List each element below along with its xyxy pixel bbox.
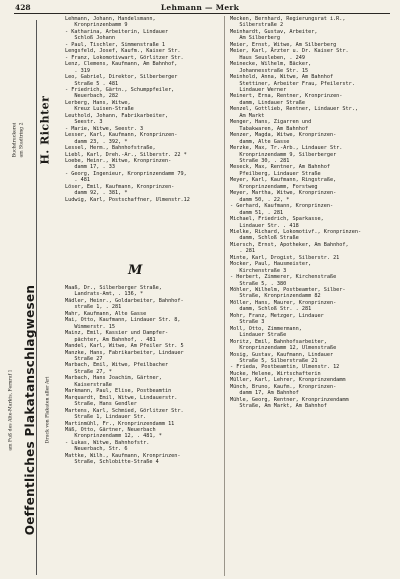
directory-entry-line: Lehmann, Johann, Handelsmann, bbox=[65, 16, 156, 22]
directory-entry-line: Müller, Karl, Lehrer, Kronprinzendamm bbox=[230, 377, 346, 384]
directory-entry-line: damm, Alte Gasse bbox=[230, 138, 290, 145]
ad-printer-line-2: am Stadtring 2 bbox=[19, 122, 25, 158]
right-column bbox=[230, 16, 395, 576]
directory-entry-line: Miersch, Ernst, Apotheker, Am Bahnhof, bbox=[230, 241, 349, 248]
directory-entry-line: Loebe, Heinr., Witwe, Kronprinzen- bbox=[65, 157, 172, 164]
directory-entry-line: Mohr, Franz, Metzger, Lindauer bbox=[230, 312, 324, 319]
directory-entry-line: Möller, Hans, Maurer, Kronprinzen- bbox=[230, 299, 337, 306]
directory-entry-line: Kronprinzendamm 9, Silberberger bbox=[230, 151, 337, 158]
directory-entry-line: Lessel, Herm., Bahnhofstraße, bbox=[65, 145, 156, 152]
directory-entry-line: Mattke, Wilh., Kaufmann, Kronprinzen- bbox=[65, 452, 181, 459]
directory-entry-line: Straße, Kronprinzendamm 82 bbox=[230, 293, 321, 300]
header-rule bbox=[14, 13, 390, 14]
directory-entry-line: Mäß, Otto, Gärtner, Neuerbach bbox=[65, 426, 156, 433]
directory-entry-line: Kronprinzendamm 12, Ulmenstraße bbox=[230, 345, 337, 352]
directory-entry-line: Menger, Hans, Zigarren und bbox=[230, 119, 312, 126]
directory-entry-line: Meseck, Max, Rentner, Am Bahnhof bbox=[230, 164, 330, 171]
directory-entry-line: Lenz, Clemens, Kaufmann, Am Bahnhof, bbox=[65, 61, 178, 68]
directory-entry-line: Straße, Am Markt, Am Bahnhof bbox=[230, 403, 327, 410]
directory-entry-line: Moritz, Emil, Bahnhofsarbeiter, bbox=[230, 338, 327, 345]
directory-entry-line: Meyer, Martha, Witwe, Kronprinzen- bbox=[230, 190, 337, 197]
directory-entry-line: Martens, Karl, Schmied, Görlitzer Str. bbox=[65, 407, 184, 414]
section-letter: M bbox=[128, 263, 143, 278]
directory-entry-line: - Lukas, Witwe, Bahnhofstr. bbox=[65, 439, 150, 446]
directory-entry-line: straße 1, . 281 bbox=[65, 304, 122, 311]
directory-entry-line: Liebl, Karl, Dreh.-Ar., Silberstr. 22 * bbox=[65, 151, 187, 158]
directory-entry-line: Moll, Otto, Zimmermann, bbox=[230, 325, 302, 332]
directory-entry-line: Neuerbach, 282 bbox=[65, 93, 119, 100]
directory-entry-line: Mosig, Gustav, Kaufmann, Lindauer bbox=[230, 351, 334, 358]
directory-entry-line: Meinecke, Wilhelm, Bäcker, bbox=[230, 61, 312, 68]
directory-entry-line: Straße, Hans Gendler bbox=[65, 401, 137, 408]
directory-entry-line: Menzer, Magda, Witwe, Kronprinzen- bbox=[230, 132, 337, 139]
directory-entry-line: Mainz, Emil, Kassier und Dampfer- bbox=[65, 330, 169, 337]
directory-entry-line: Kronprinzenbamm 9 bbox=[65, 22, 128, 29]
directory-entry-line: Seestr. 3 bbox=[65, 119, 103, 126]
directory-entry-line: Kronprinzendamm, Forstweg bbox=[230, 183, 318, 190]
directory-entry-line: damm 92, . 381, * bbox=[65, 190, 128, 197]
directory-entry-line: . 319 bbox=[65, 67, 90, 74]
directory-entry-line: Marbach, Emil, Witwe, Pfeilbacher bbox=[65, 362, 169, 369]
directory-entry-line: Lerberg, Hans, Witwe, bbox=[65, 99, 131, 106]
directory-entry-line: damm, Schloß Str. . 281 bbox=[230, 306, 312, 313]
left-column-upper bbox=[65, 16, 215, 266]
directory-entry-line: pächter, Am Bahnhof, . 481 bbox=[65, 336, 156, 343]
directory-entry-line: Lindauer Werner bbox=[230, 86, 287, 93]
directory-entry-line: Kaiserstraße bbox=[65, 381, 112, 388]
directory-entry-line: - Frieda, Postbeamtin, Ulmenstr. 12 bbox=[230, 364, 340, 371]
directory-entry-line: Maaß, Dr., Silberberger Straße, bbox=[65, 285, 162, 291]
directory-entry-line: Marquardt, Emil, Witwe, Lindauerstr. bbox=[65, 394, 178, 401]
directory-entry-line: Lengsfeld, Josef, Kaufm., Kaiser Str. bbox=[65, 48, 181, 55]
directory-entry-line: Straße 3 bbox=[230, 319, 265, 326]
directory-entry-line: Straße 5 . 481 bbox=[65, 80, 119, 87]
directory-entry-line: Am Silberberg bbox=[230, 35, 280, 42]
directory-entry-line: - Herbert, Zimmerer, Kirchenstraße bbox=[230, 274, 337, 281]
directory-entry-line: - Katharina, Arbeiterin, Lindauer bbox=[65, 28, 169, 35]
directory-entry-line: Mucke, Helene, Wirtschafterin bbox=[230, 370, 321, 377]
page-title: Lehmann — Merk bbox=[160, 3, 240, 12]
directory-entry-line: - Georg, Ingenieur, Kronprinzendamm 79, bbox=[65, 170, 187, 177]
directory-entry-line: Wimmerstr. 15 bbox=[65, 323, 115, 330]
directory-entry-line: Mecken, Bernhard, Regierungsrat i.R., bbox=[230, 16, 346, 22]
directory-entry-line: Landrats-Amt, . 136, * bbox=[65, 291, 144, 298]
directory-entry-line: Johannesstraße Str. 15 bbox=[230, 67, 309, 74]
directory-entry-line: Kronprinzendamm 12, . 481, * bbox=[65, 433, 162, 440]
ad-printer-line-1: Buchdruckerei bbox=[12, 122, 18, 158]
directory-entry-line: damm 50, . 22, * bbox=[230, 196, 290, 203]
left-column-lower bbox=[65, 285, 215, 575]
directory-entry-line: Am Markt bbox=[230, 112, 265, 119]
directory-entry-line: Meyer, Karl, Kaufmann, Ringstraße, bbox=[230, 177, 337, 184]
directory-entry-line: damm, Schloß Straße bbox=[230, 235, 299, 242]
directory-entry-line: Straße 27 bbox=[65, 355, 103, 362]
directory-entry-line: damm 17, . 33 bbox=[65, 164, 115, 171]
directory-entry-line: - Gerhard, Kaufmann, Kronprinzen- bbox=[230, 203, 334, 210]
directory-entry-line: Meinhardt, Gustav, Arbeiter, bbox=[230, 28, 318, 35]
directory-entry-line: - Friedrich, Gärtn., Schumppfeiler, bbox=[65, 86, 175, 93]
directory-entry-line: damm 51, . 281 bbox=[230, 209, 284, 216]
directory-entry-line: Straße 27, * bbox=[65, 368, 112, 375]
ad-divider bbox=[36, 20, 37, 575]
directory-entry-line: - Marie, Witwe, Seestr. 3 bbox=[65, 125, 144, 132]
directory-entry-line: Michael, Friedrich, Sparkasse, bbox=[230, 216, 324, 223]
directory-entry-line: Silberstraße 2 bbox=[230, 22, 284, 29]
directory-entry-line: Löser, Emil, Kaufmann, Kronprinzen- bbox=[65, 183, 175, 190]
ad-poster-line-1: am Fuß des Alte-Markts, Fernruf 1 bbox=[8, 369, 14, 451]
directory-entry-line: damm, Lindauer Straße bbox=[230, 99, 305, 106]
directory-entry-line: Mai, Otto, Kaufmann, Lindauer Str. 8, bbox=[65, 317, 181, 324]
directory-entry-line: Straße 5, Silberstraße 21 bbox=[230, 358, 318, 365]
directory-entry-line: Straße 30, . 281 bbox=[230, 157, 290, 164]
directory-entry-line: Merzke, Max, Tr.-Arb., Lindauer Str. bbox=[230, 145, 343, 152]
directory-entry-line: Straße 5, . 380 bbox=[230, 280, 287, 287]
directory-entry-line: Stettiner, Arbeiter Frau, Pfeilerstr. bbox=[230, 80, 355, 87]
directory-entry-line: Leuthold, Johann, Fabrikarbeiter, bbox=[65, 112, 169, 119]
directory-entry-line: Minte, Karl, Drogist, Silberstr. 21 bbox=[230, 254, 340, 261]
directory-entry-line: Straße, Schlobitte-Straße 4 bbox=[65, 459, 159, 466]
directory-entry-line: Mandel, Karl, Witwe, Am Pfeiler Str. 5 bbox=[65, 343, 184, 350]
ad-printer-name: H. Richter bbox=[38, 95, 52, 165]
ad-poster-line-2: Druck von Plakaten aller Art bbox=[45, 376, 51, 444]
directory-entry-line: Schloß Johann bbox=[65, 35, 115, 42]
directory-entry-line: Tabakwaren, Am Bahnhof bbox=[230, 125, 309, 132]
directory-entry-line: Meinhold, Anna, Witwe, Am Bahnhof bbox=[230, 74, 334, 81]
directory-entry-line: Kirchenstraße 3 bbox=[230, 267, 287, 274]
directory-entry-line: Lindauer Straße bbox=[230, 332, 287, 339]
directory-entry-line: Manzke, Hans, Fabrikarbeiter, Lindauer bbox=[65, 349, 184, 356]
directory-entry-line: - Franz, Lokomotivwart, Görlitzer Str. bbox=[65, 54, 184, 61]
directory-entry-line: Lesser, Karl, Kaufmann, Kronprinzen- bbox=[65, 132, 178, 139]
directory-entry-line: Martinmühl, Fr., Kronprinzendamm 11 bbox=[65, 420, 175, 427]
directory-entry-line: . 481 bbox=[65, 177, 90, 184]
directory-entry-line: damm 17, Am Bahnhof bbox=[230, 390, 299, 397]
directory-entry-line: . 281 bbox=[230, 248, 255, 255]
ad-poster-title: Oeffentliches Plakatanschlagwesen bbox=[23, 284, 37, 536]
directory-entry-line: Meier, Karl, Ärzter u. Dr. Kaiser Str. bbox=[230, 48, 349, 55]
directory-entry-line: Münch, Bruno, Kaufm., Kronprinzen- bbox=[230, 383, 337, 390]
directory-entry-line: Möhler, Wilhelm, Postbeamter, Silber- bbox=[230, 287, 346, 294]
directory-entry-line: Menzel, Gottlieb, Rentner, Lindauer Str., bbox=[230, 106, 359, 113]
directory-entry-line: Mahr, Kaufmann, Alte Gasse bbox=[65, 310, 147, 317]
directory-entry-line: Ludwig, Karl, Postschaffner, Ulmenstr.12 bbox=[65, 196, 190, 203]
directory-entry-line: Pfeilberg, Lindauer Straße bbox=[230, 170, 321, 177]
page-number: 428 bbox=[15, 3, 31, 12]
directory-entry-line: Markmann, Paul, Elise, Postbeamtin bbox=[65, 388, 172, 395]
directory-entry-line: Haus Seusleben, . 249 bbox=[230, 54, 305, 61]
directory-entry-line: Lindauer Str. . 418 bbox=[230, 222, 299, 229]
directory-entry-line: Kreuz Luisen-Straße bbox=[65, 106, 134, 113]
side-advertisement bbox=[3, 20, 53, 575]
directory-entry-line: Mühle, Georg, Rentner, Kronprinzendamm bbox=[230, 396, 349, 403]
directory-entry-line: Leo, Gabriel, Direktor, Silberberger bbox=[65, 74, 178, 81]
directory-entry-line: Neuerbach, Str. 6 bbox=[65, 446, 128, 453]
column-divider bbox=[224, 16, 225, 576]
directory-entry-line: Meier, Ernst, Witwe, Am Silberberg bbox=[230, 41, 337, 48]
directory-entry-line: Marbach, Hans Joachim, Gärtner, bbox=[65, 375, 162, 382]
directory-entry-line: Mocker, Paul, Hausmeister, bbox=[230, 261, 312, 268]
directory-entry-line: Meinert, Erna, Rentner, Kronprinzen- bbox=[230, 93, 343, 100]
directory-entry-line: - Paul, Tischler, Simmenstraße 1 bbox=[65, 41, 165, 48]
directory-entry-line: Mädler, Heinr., Goldarbeiter, Bahnhof- bbox=[65, 297, 184, 304]
directory-entry-line: Straße 1, Lindauer Str. bbox=[65, 414, 147, 421]
directory-entry-line: Mielke, Richard, Lokomotivf., Kronprinzen- bbox=[230, 228, 362, 235]
directory-entry-line: damm 23, . 392, * bbox=[65, 138, 128, 145]
